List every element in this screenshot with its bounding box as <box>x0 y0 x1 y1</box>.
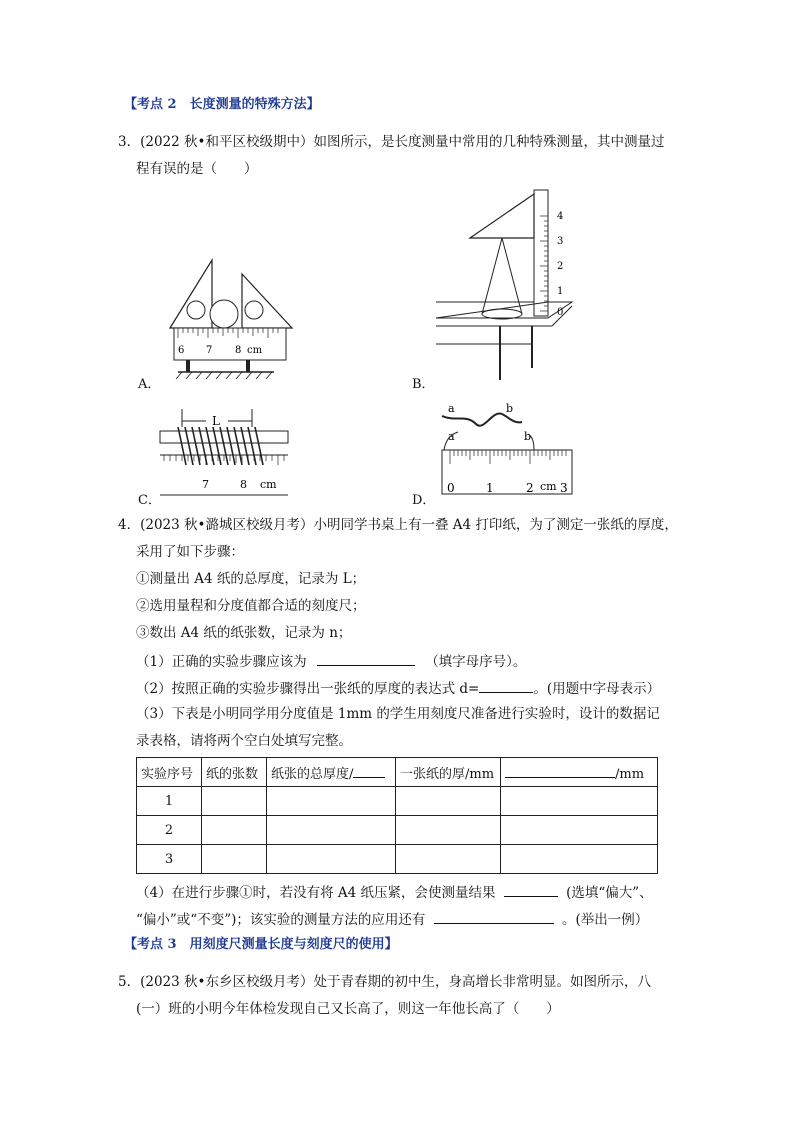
table-cell <box>267 787 396 816</box>
q4-sub3-line2: 录表格，请将两个空白处填写完整。 <box>136 733 352 749</box>
q4-sub4-text-end: (选填“偏大”、 <box>566 885 653 901</box>
table-cell <box>501 787 658 816</box>
table-cell <box>267 816 396 845</box>
q5-stem-line1: 5．(2023 秋•东乡区校级月考）处于青春期的初中生，身高增长非常明显。如图所示，八 <box>118 974 651 990</box>
q4-sub1 <box>136 651 526 671</box>
q4-sub1-text: （1）正确的实验步骤应该为 <box>136 654 307 670</box>
q4-sub4-line2 <box>136 909 648 929</box>
fig-c-tick-7: 7 <box>202 478 209 491</box>
fig-a-tick-8: 8 <box>235 345 242 356</box>
q4-step3: ③数出 A4 纸的纸张数，记录为 n； <box>136 625 352 641</box>
table-cell <box>267 845 396 874</box>
q5-stem-line2: (一）班的小明今年体检发现自己又长高了，则这一年他长高了（ ） <box>136 1001 560 1017</box>
table-cell <box>396 787 501 816</box>
table-row <box>137 816 658 845</box>
section-title-2: 【考点 2 长度测量的特殊方法】 <box>124 97 320 112</box>
q4-sub4-line2-text: “偏小”或“不变”)；该实验的测量方法的应用还有 <box>136 912 426 928</box>
table-cell-index: 2 <box>137 816 202 845</box>
table-cell <box>396 845 501 874</box>
fig-d-label-b: b <box>524 430 532 443</box>
q4-sub2-text-end: 。(用题中字母表示） <box>533 681 661 697</box>
table-unit-blank[interactable] <box>353 763 385 778</box>
q3-stem-line2: 程有误的是（ ） <box>136 161 258 177</box>
table-cell <box>396 816 501 845</box>
figure-d-curve-measurement <box>432 398 580 500</box>
table-row <box>137 787 658 816</box>
option-b-label: B． <box>412 377 435 392</box>
table-cell <box>501 816 658 845</box>
fig-b-tick-3: 3 <box>557 236 564 247</box>
table-header-text: 纸张的总厚度/ <box>271 766 354 782</box>
option-c-label: C． <box>138 493 161 508</box>
table-cell <box>202 816 267 845</box>
table-quantity-blank[interactable] <box>505 763 615 778</box>
q4-sub4-line1 <box>136 882 653 902</box>
q4-sub1-answer-blank[interactable] <box>317 651 415 666</box>
fig-d-label-a-top: a <box>448 402 455 415</box>
table-header-cell-with-blank <box>501 758 658 787</box>
table-cell-index: 3 <box>137 845 202 874</box>
fig-c-span-label: L <box>212 414 220 428</box>
fig-d-tick-1: 1 <box>486 481 494 495</box>
fig-b-tick-0: 0 <box>557 307 564 318</box>
option-a-label: A． <box>138 377 161 392</box>
fig-b-tick-4: 4 <box>557 211 564 222</box>
fig-d-tick-2: 2 <box>526 481 534 495</box>
figure-b-cone-measurement <box>432 188 592 384</box>
q4-sub2-answer-blank[interactable] <box>479 678 533 693</box>
option-d-label: D． <box>412 493 436 508</box>
figure-a-triangle-ruler-balls <box>150 252 310 382</box>
fig-d-label-a: a <box>448 430 455 443</box>
q4-sub3-line1: （3）下表是小明同学用分度值是 1mm 的学生用刻度尺准备进行实验时，设计的数据记 <box>136 706 660 722</box>
table-cell <box>202 845 267 874</box>
table-header-cell: 实验序号 <box>137 758 202 787</box>
table-cell-index: 1 <box>137 787 202 816</box>
section-title-3: 【考点 3 用刻度尺测量长度与刻度尺的使用】 <box>124 937 398 952</box>
q4-step1: ①测量出 A4 纸的总厚度，记录为 L； <box>136 571 366 587</box>
fig-c-unit: cm <box>260 478 277 491</box>
table-header-cell-with-blank <box>267 758 396 787</box>
fig-a-tick-7: 7 <box>206 345 213 356</box>
record-table <box>136 757 658 874</box>
table-row <box>137 845 658 874</box>
q4-sub1-text-end: （填字母序号）。 <box>425 654 527 670</box>
q4-sub2 <box>136 678 660 698</box>
fig-b-tick-1: 1 <box>557 286 564 297</box>
fig-d-tick-3: 3 <box>560 481 568 495</box>
q4-sub2-text: （2）按照正确的实验步骤得出一张纸的厚度的表达式 d= <box>136 681 480 697</box>
fig-d-unit: cm <box>540 480 557 493</box>
q4-sub4-line2-end: 。(举出一例） <box>561 912 649 928</box>
fig-a-unit: cm <box>247 345 263 356</box>
q3-stem-line1: 3．(2022 秋•和平区校级期中）如图所示，是长度测量中常用的几种特殊测量，其中测量过 <box>118 134 665 150</box>
fig-d-tick-0: 0 <box>447 481 455 495</box>
q4-stem-line2: 采用了如下步骤： <box>136 544 244 560</box>
table-header-row <box>137 758 658 787</box>
q4-stem-line1: 4．(2023 秋•潞城区校级月考）小明同学书桌上有一叠 A4 打印纸，为了测定一张纸的厚度， <box>118 517 678 533</box>
table-header-text: /mm <box>615 766 645 782</box>
table-header-cell: 纸的张数 <box>202 758 267 787</box>
q4-sub4-answer-blank[interactable] <box>504 882 558 897</box>
table-cell <box>501 845 658 874</box>
fig-a-tick-6: 6 <box>178 345 185 356</box>
fig-c-tick-8: 8 <box>240 478 247 491</box>
fig-b-tick-2: 2 <box>557 261 564 272</box>
table-cell <box>202 787 267 816</box>
q4-sub4-text: （4）在进行步骤①时，若没有将 A4 纸压紧，会使测量结果 <box>136 885 496 901</box>
q4-step2: ②选用量程和分度值都合适的刻度尺； <box>136 598 366 614</box>
table-header-cell: 一张纸的厚/mm <box>396 758 501 787</box>
q4-sub4-example-blank[interactable] <box>434 909 554 924</box>
figure-c-wire-coil <box>156 405 296 500</box>
fig-d-label-b-top: b <box>506 402 514 415</box>
